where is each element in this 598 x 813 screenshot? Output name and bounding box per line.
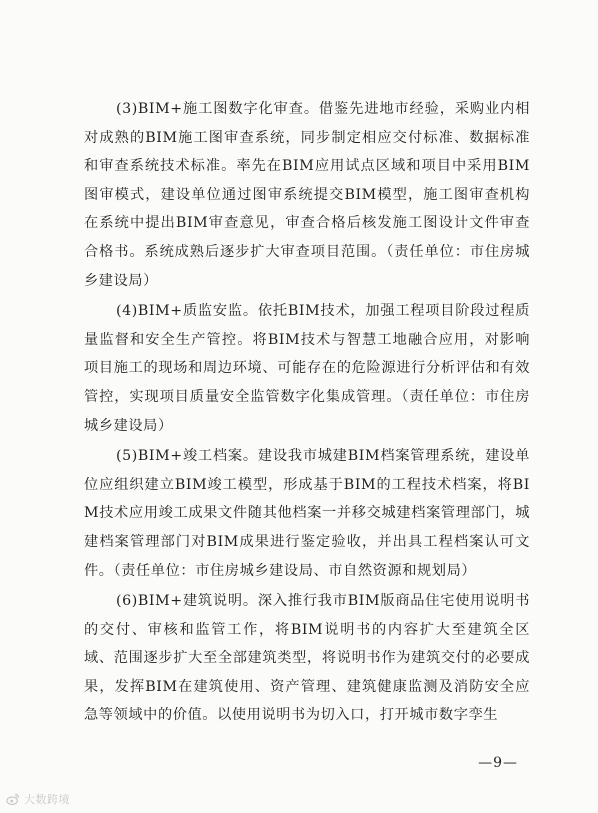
watermark-text: 大数跨境 (24, 793, 70, 806)
watermark (6, 791, 70, 807)
paragraph-bim-drawing-review: (3)BIM+施工图数字化审查。借鉴先进地市经验，采购业内相对成熟的BIM施工图审查系统，同步制定相应交付标准、数据标准和审查系统技术标准。率先在BIM应用试点区域和项目中采用BIM图审模式，建设单位通过图审系统提交BIM模型，施工图审查机构在系统中提出BIM审查意见，审查合格后核发施工图设计文件审查合格书。系统成熟后逐步扩大审查项目范围。（责任单位：市住房城乡建设局） (84, 101, 530, 289)
document-body (84, 95, 530, 732)
page-number: —9— (478, 755, 518, 771)
paragraph-bim-completion-archive: (5)BIM+竣工档案。建设我市城建BIM档案管理系统，建设单位应组织建立BIM竣工模型，形成基于BIM的工程技术档案，将BIM技术应用竣工成果文件随其他档案一并移交城建档案管理部门，城建档案管理部门对BIM成果进行鉴定验收，并出具工程档案认可文件。（责任单位：市住房城乡建设局、市自然资源和规划局） (84, 448, 530, 579)
weibo-logo-icon (6, 792, 20, 806)
paragraph-bim-quality-safety: (4)BIM+质监安监。依托BIM技术，加强工程项目阶段过程质量监督和安全生产管控。将BIM技术与智慧工地融合应用，对影响项目施工的现场和周边环境、可能存在的危险源进行分析评估和有效管控，实现项目质量安全监管数字化集成管理。（责任单位：市住房城乡建设局） (84, 303, 530, 434)
paragraph-bim-building-manual: (6)BIM+建筑说明。深入推行我市BIM版商品住宅使用说明书的交付、审核和监管工作，将BIM说明书的内容扩大至建筑全区域、范围逐步扩大至全部建筑类型，将说明书作为建筑交付的必要成果，发挥BIM在建筑使用、资产管理、建筑健康监测及消防安全应急等领域中的价值。以使用说明书为切入口，打开城市数字孪生 (84, 593, 530, 724)
